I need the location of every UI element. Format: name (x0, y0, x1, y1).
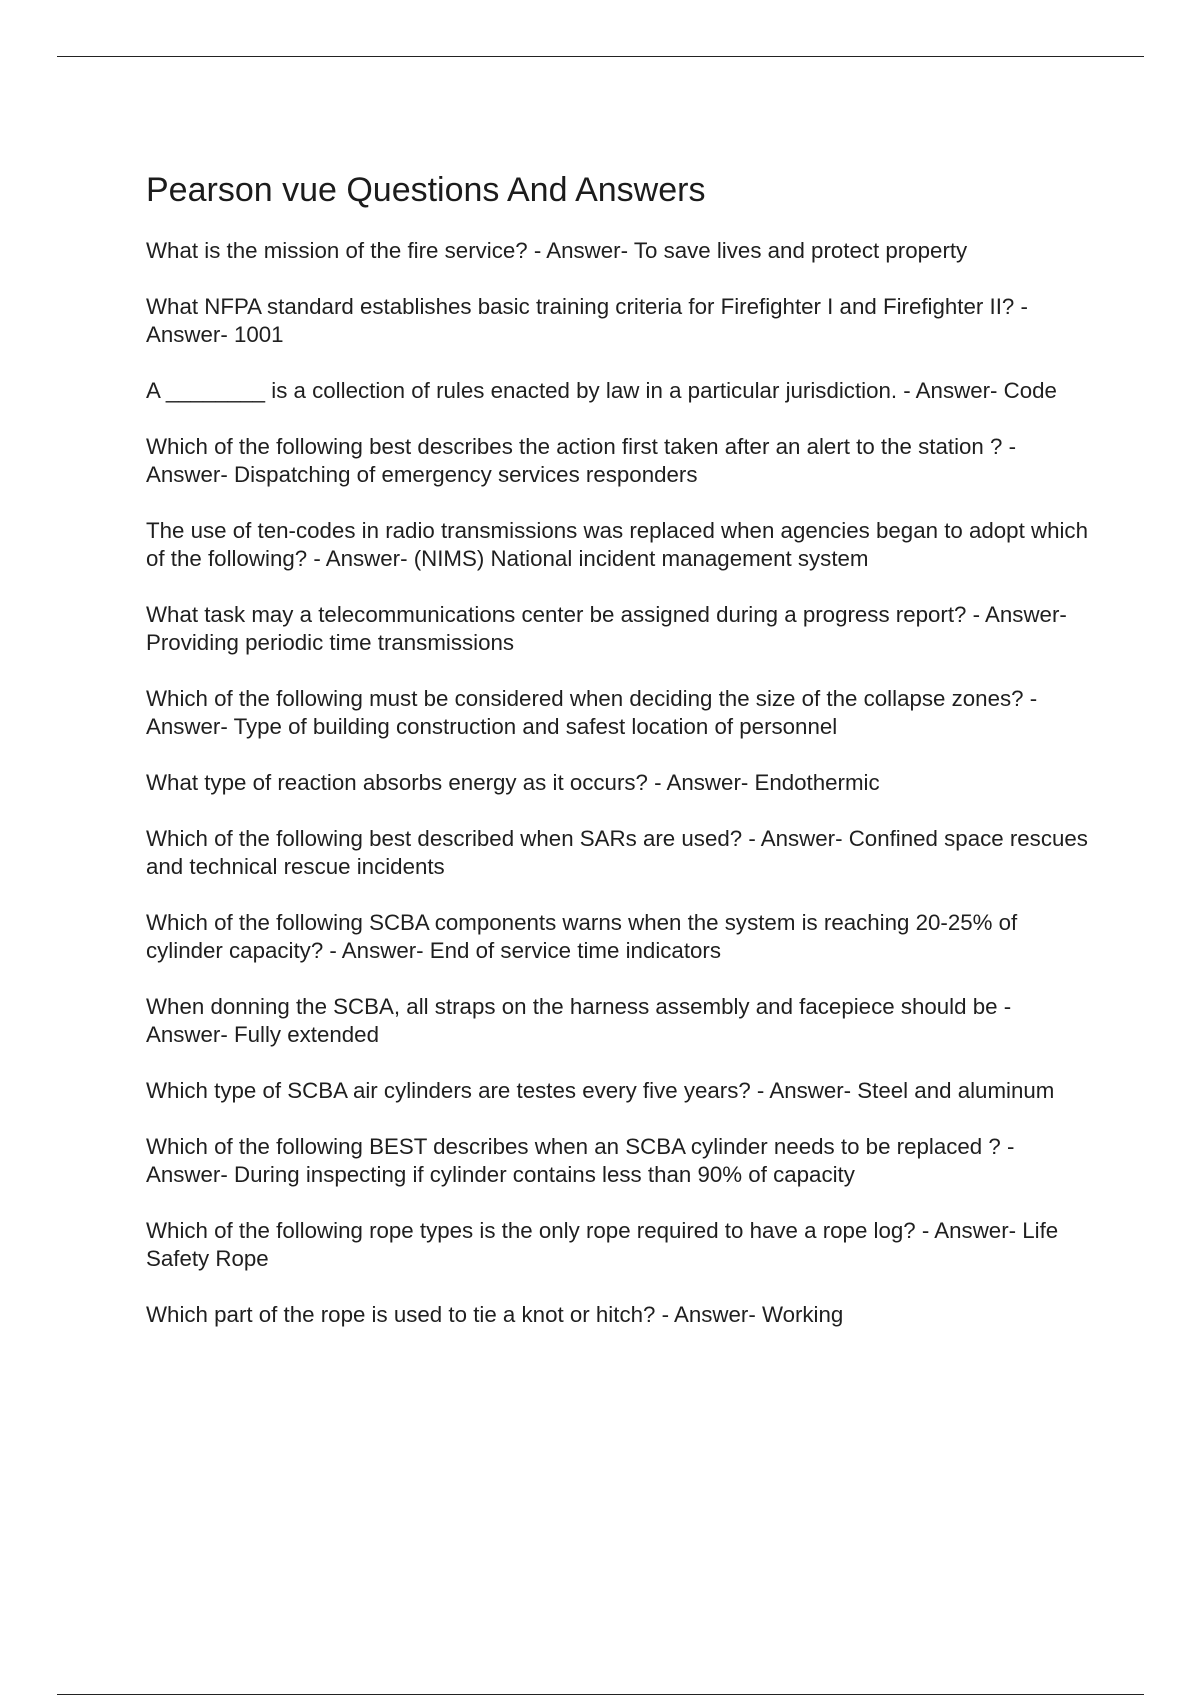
qa-item: Which of the following best describes the action first taken after an alert to the station ? - Answer- Dispatching of emergency services responders (146, 433, 1017, 487)
qa-item: What is the mission of the fire service? - Answer- To save lives and protect property (146, 237, 968, 263)
qa-item: Which of the following best described when SARs are used? - Answer- Confined space rescues and technical rescue incidents (146, 825, 1088, 879)
qa-item: Which type of SCBA air cylinders are testes every five years? - Answer- Steel and aluminum (146, 1077, 1055, 1103)
qa-item: What task may a telecommunications center be assigned during a progress report? - Answer- Providing periodic time transmissions (146, 601, 1067, 655)
qa-item: A ________ is a collection of rules enacted by law in a particular jurisdiction. - Answer- Code (146, 377, 1057, 403)
qa-item: Which part of the rope is used to tie a knot or hitch? - Answer- Working (146, 1301, 844, 1327)
qa-item: What type of reaction absorbs energy as it occurs? - Answer- Endothermic (146, 769, 880, 795)
qa-item: Which of the following must be considered when deciding the size of the collapse zones? - Answer- Type of building construction and safest location of personnel (146, 685, 1038, 739)
qa-item: Which of the following SCBA components warns when the system is reaching 20-25% of cylinder capacity? - Answer- End of service time indicators (146, 909, 1018, 963)
qa-item: What NFPA standard establishes basic training criteria for Firefighter I and Firefighter II? - Answer- 1001 (146, 293, 1028, 347)
qa-item: Which of the following rope types is the only rope required to have a rope log? - Answer- Life Safety Rope (146, 1217, 1059, 1271)
qa-item: The use of ten-codes in radio transmissions was replaced when agencies began to adopt which of the following? - Answer- (NIMS) National incident management system (146, 517, 1088, 571)
qa-item: When donning the SCBA, all straps on the harness assembly and facepiece should be - Answer- Fully extended (146, 993, 1012, 1047)
header-rule (57, 56, 1144, 57)
qa-item: Which of the following BEST describes when an SCBA cylinder needs to be replaced ? - Answer- During inspecting if cylinder contains less than 90% of capacity (146, 1133, 1015, 1187)
document-title: Pearson vue Questions And Answers (146, 171, 706, 209)
document-body (146, 170, 1096, 1357)
qa-list (146, 237, 1096, 1329)
footer-rule (57, 1694, 1144, 1695)
